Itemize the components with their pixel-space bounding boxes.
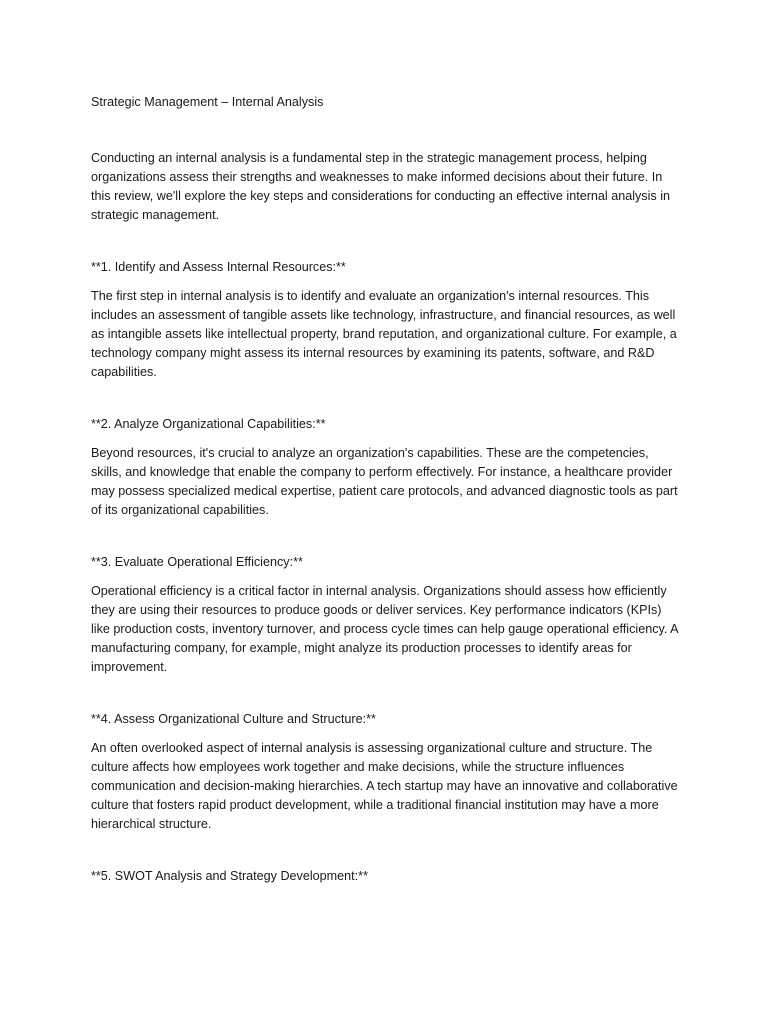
section-heading: **4. Assess Organizational Culture and Structure:** xyxy=(91,712,376,726)
section-heading: **3. Evaluate Operational Efficiency:** xyxy=(91,555,303,569)
intro-paragraph: Conducting an internal analysis is a fundamental step in the strategic management process, helping organizations assess their strengths and weaknesses to make informed decisions about their future. In this review, we'll explore the key steps and considerations for conducting an effective internal analysis in strategic management. xyxy=(91,151,671,222)
section-heading: **5. SWOT Analysis and Strategy Development:** xyxy=(91,869,368,883)
section-culture-structure xyxy=(91,710,680,834)
section-identify-resources xyxy=(91,258,680,382)
document-title: Strategic Management – Internal Analysis xyxy=(91,95,324,109)
section-body: An often overlooked aspect of internal analysis is assessing organizational culture and structure. The culture affects how employees work together and make decisions, while the structure influences communication and decision-making hierarchies. A tech startup may have an innovative and collaborative culture that fosters rapid product development, while a traditional financial institution may have a more hierarchical structure. xyxy=(91,741,678,831)
section-swot-strategy xyxy=(91,867,680,886)
section-heading: **2. Analyze Organizational Capabilities:** xyxy=(91,417,326,431)
section-body: Operational efficiency is a critical factor in internal analysis. Organizations should assess how efficiently they are using their resources to produce goods or deliver services. Key performance indicators (KPIs) like production costs, inventory turnover, and process cycle times can help gauge operational efficiency. A manufacturing company, for example, might analyze its production processes to identify areas for improvement. xyxy=(91,584,678,674)
section-heading: **1. Identify and Assess Internal Resources:** xyxy=(91,260,346,274)
section-analyze-capabilities xyxy=(91,415,680,520)
section-operational-efficiency xyxy=(91,553,680,677)
section-body: Beyond resources, it's crucial to analyze an organization's capabilities. These are the competencies, skills, and knowledge that enable the company to perform effectively. For instance, a healthcare provider may possess specialized medical expertise, patient care protocols, and advanced diagnostic tools as part of its organizational capabilities. xyxy=(91,446,678,517)
section-body: The first step in internal analysis is to identify and evaluate an organization's internal resources. This includes an assessment of tangible assets like technology, infrastructure, and financial resources, as well as intangible assets like intellectual property, brand reputation, and organizational culture. For example, a technology company might assess its internal resources by examining its patents, software, and R&D capabilities. xyxy=(91,289,677,379)
